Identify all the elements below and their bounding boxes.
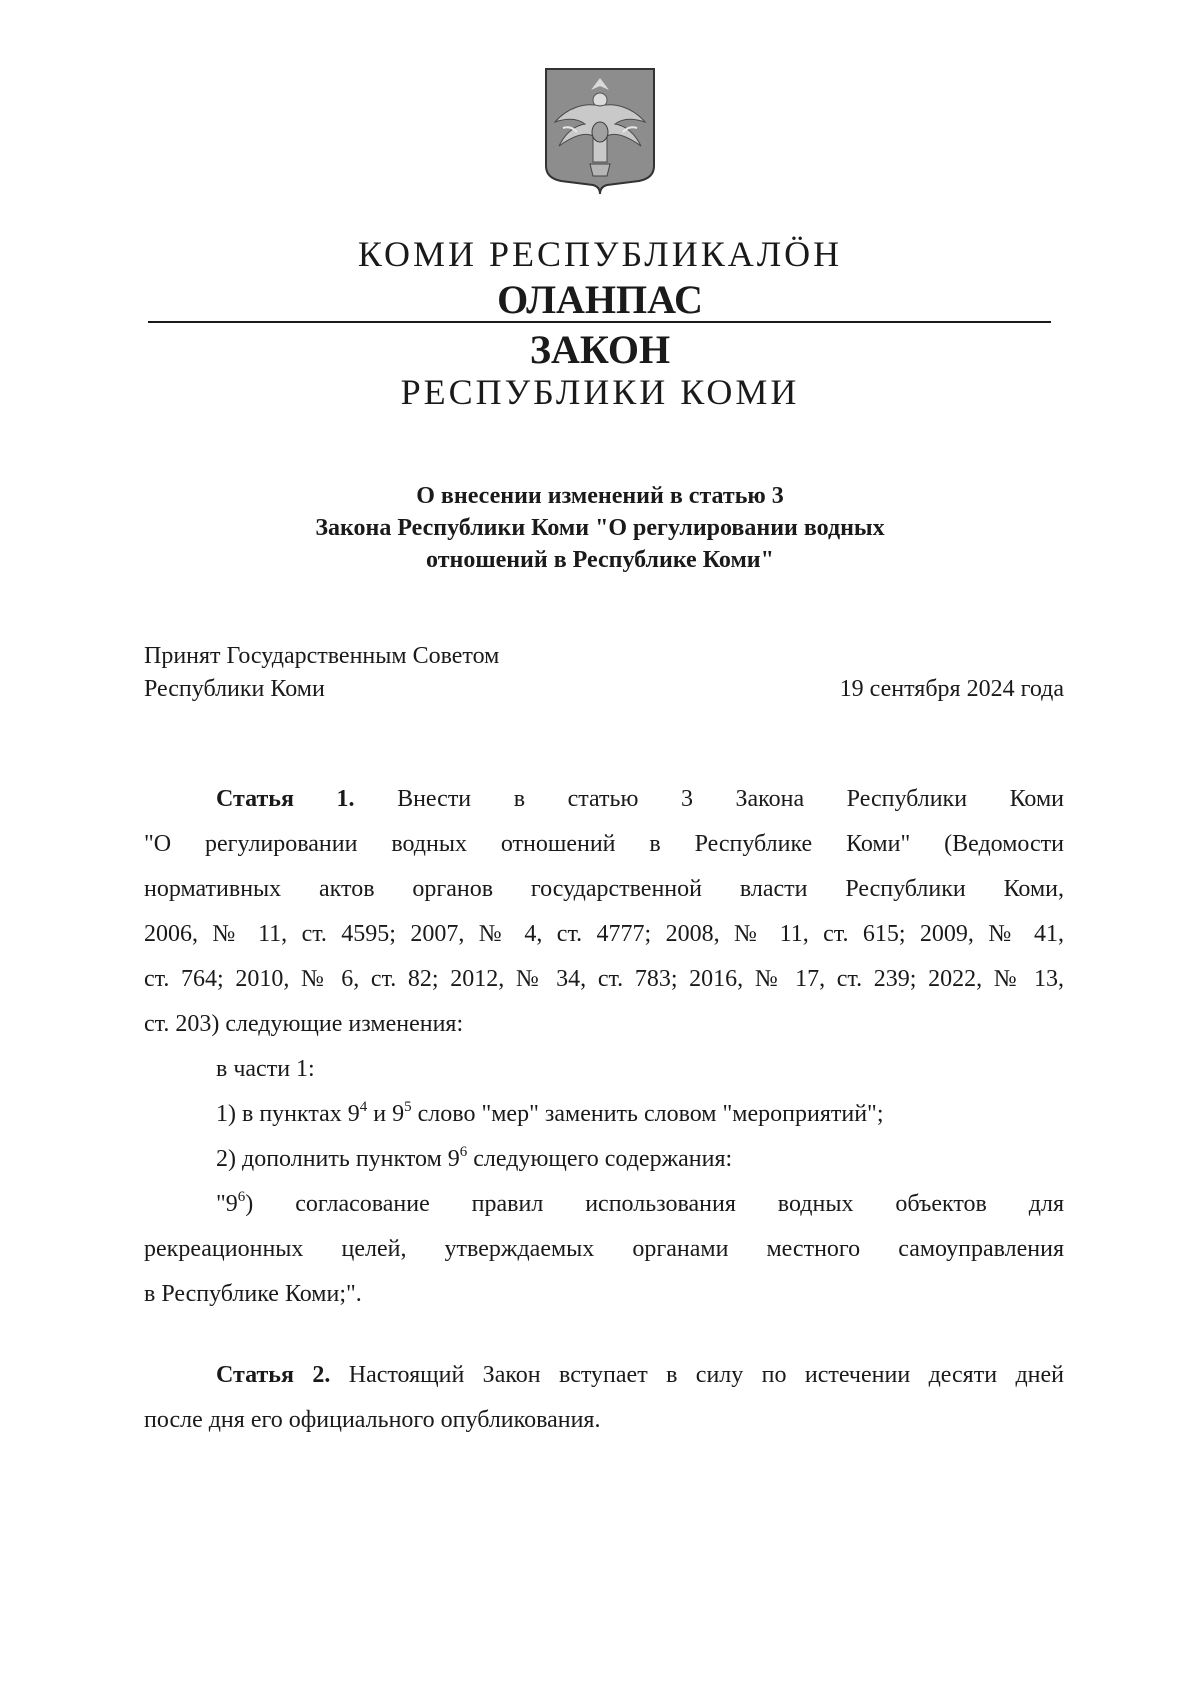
law-title-line: Закона Республики Коми "О регулировании водных	[315, 515, 885, 541]
adoption-date: 19 сентября 2024 года	[839, 676, 1064, 702]
article-text: после дня его официального опубликования.	[144, 1407, 601, 1433]
article-quote: "$9^6$) согласование правил использования водных объектов для	[216, 1189, 1064, 1217]
article-2-label: Статья 2.	[216, 1362, 331, 1388]
header-divider	[148, 321, 1051, 323]
adopted-by-line: Республики Коми	[144, 676, 325, 702]
article-text: в части 1:	[216, 1056, 315, 1082]
article-item: 2) дополнить пунктом $9^6$ следующего содержания:	[216, 1144, 733, 1172]
law-title	[0, 480, 1200, 576]
komi-republic-heading: КОМИ РЕСПУБЛИКАЛӦН	[357, 234, 843, 274]
article-text: ст. 203) следующие изменения:	[144, 1011, 464, 1037]
republic-heading: РЕСПУБЛИКИ КОМИ	[400, 372, 800, 412]
law-title-line: О внесении изменений в статью 3	[416, 483, 784, 509]
law-body	[144, 777, 1064, 1443]
article-quote-line: рекреационных целей, утверждаемых органами местного самоуправления	[144, 1236, 1064, 1262]
law-title-line: отношений в Республике Коми"	[426, 547, 774, 573]
article-text: "О регулировании водных отношений в Республике Коми" (Ведомости	[144, 831, 1064, 857]
adopted-by-line: Принят Государственным Советом	[144, 643, 500, 669]
article-text: Настоящий Закон вступает в силу по истечении десяти дней	[330, 1362, 1064, 1388]
article-item: 1) в пунктах $9^4$ и $9^5$ слово "мер" заменить словом "мероприятий";	[216, 1099, 884, 1127]
komi-law-heading: ОЛАНПАС	[497, 277, 703, 322]
article-2	[144, 1353, 1064, 1443]
article-quote-line: в Республике Коми;".	[144, 1281, 362, 1307]
law-heading: ЗАКОН	[529, 327, 671, 372]
article-1-label: Статья 1.	[216, 786, 355, 812]
article-text: нормативных актов органов государственной власти Республики Коми,	[144, 876, 1064, 902]
article-text: Внести в статью 3 Закона Республики Коми	[397, 786, 1064, 812]
coat-of-arms-emblem	[543, 66, 657, 196]
article-text: ст. 764; 2010, № 6, ст. 82; 2012, № 34, ст. 783; 2016, № 17, ст. 239; 2022, № 13,	[144, 966, 1064, 992]
article-text: 2006, № 11, ст. 4595; 2007, № 4, ст. 4777; 2008, № 11, ст. 615; 2009, № 41,	[144, 921, 1064, 947]
article-1	[144, 777, 1064, 1317]
adoption-block	[144, 640, 1064, 706]
